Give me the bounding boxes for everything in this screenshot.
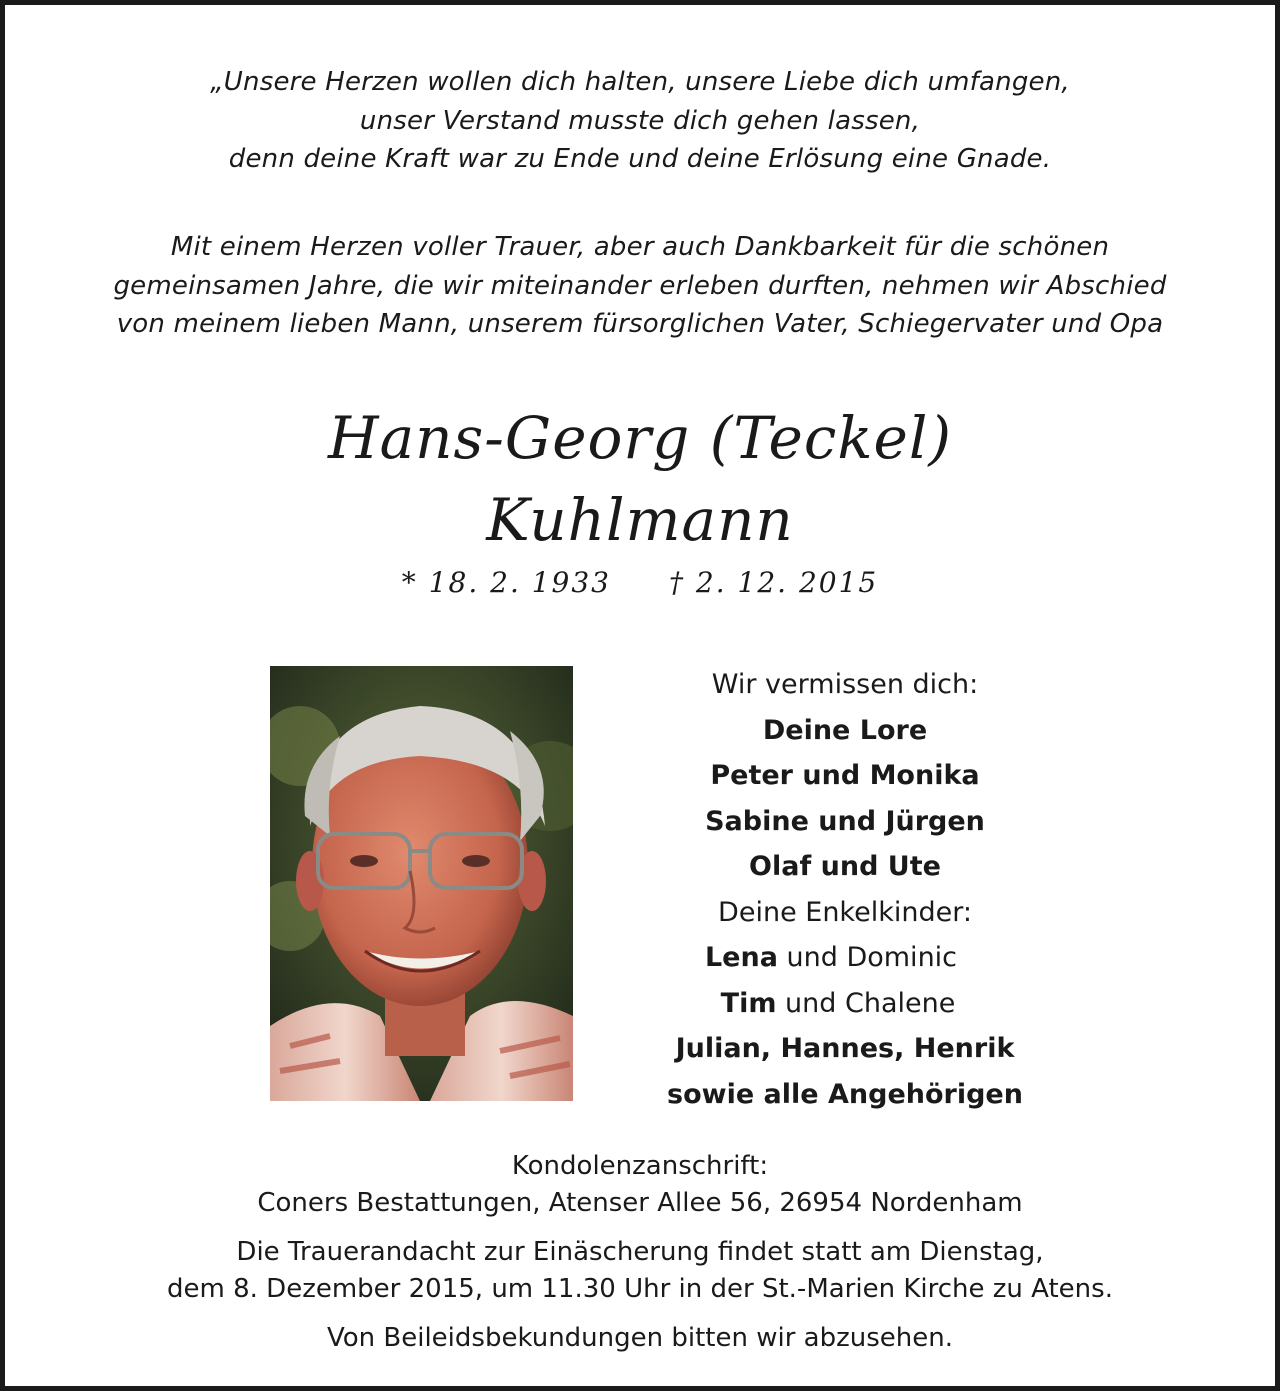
quote-line: „Unsere Herzen wollen dich halten, unsere Liebe dich umfangen, (210, 67, 1070, 97)
name-line-2: Kuhlmann (486, 486, 794, 554)
portrait-photo (270, 666, 573, 1101)
grandchildren-names: Julian, Hannes, Henrik (675, 1033, 1015, 1064)
grandchildren-label: Deine Enkelkinder: (718, 896, 972, 928)
mourners-intro: Wir vermissen dich: (711, 669, 979, 700)
grandchild-pair (611, 981, 1065, 1027)
birth-date: * 18. 2. 1933 (401, 566, 611, 599)
footer-info (5, 1148, 1275, 1357)
portrait-illustration (270, 666, 573, 1101)
condolence-note: Von Beileidsbekundungen bitten wir abzusehen. (326, 1323, 953, 1353)
opening-quote (5, 63, 1275, 179)
intro-line: gemeinsamen Jahre, die wir miteinander erleben durften, nehmen wir Abschied (113, 270, 1167, 301)
spacer (5, 1222, 1275, 1234)
grandchild-partner: und Dominic (777, 942, 958, 973)
life-dates (5, 565, 1275, 601)
death-date: † 2. 12. 2015 (669, 566, 879, 599)
grandchild-partner: und Chalene (776, 987, 956, 1019)
relatives: sowie alle Angehörigen (667, 1078, 1023, 1110)
mourner-name: Deine Lore (762, 714, 928, 746)
intro-text (5, 228, 1275, 344)
mourners-list (625, 662, 1065, 1117)
intro-line: Mit einem Herzen voller Trauer, aber auch Dankbarkeit für die schönen (170, 232, 1110, 262)
quote-line: unser Verstand musste dich gehen lassen, (359, 105, 921, 136)
service-line-1: Die Trauerandacht zur Einäscherung findet statt am Dienstag, (236, 1237, 1044, 1267)
address: Coners Bestattungen, Atenser Allee 56, 26954 Nordenham (257, 1188, 1023, 1218)
intro-line: von meinem lieben Mann, unserem fürsorglichen Vater, Schiegervater und Opa (116, 309, 1164, 339)
mourner-name: Sabine und Jürgen (705, 805, 985, 837)
spacer (5, 1308, 1275, 1320)
deceased-name (5, 397, 1275, 561)
quote-line: denn deine Kraft war zu Ende und deine Erlösung eine Gnade. (228, 144, 1052, 174)
grandchild-pair (597, 935, 1065, 981)
grandchild-name: Tim (720, 987, 777, 1019)
address-label: Kondolenzanschrift: (511, 1151, 769, 1181)
mourner-name: Peter und Monika (710, 760, 980, 791)
service-line-2: dem 8. Dezember 2015, um 11.30 Uhr in der St.-Marien Kirche zu Atens. (167, 1274, 1113, 1304)
grandchild-name: Lena (704, 942, 778, 973)
name-line-1: Hans-Georg (Teckel) (327, 404, 952, 472)
mourner-name: Olaf und Ute (749, 851, 941, 882)
